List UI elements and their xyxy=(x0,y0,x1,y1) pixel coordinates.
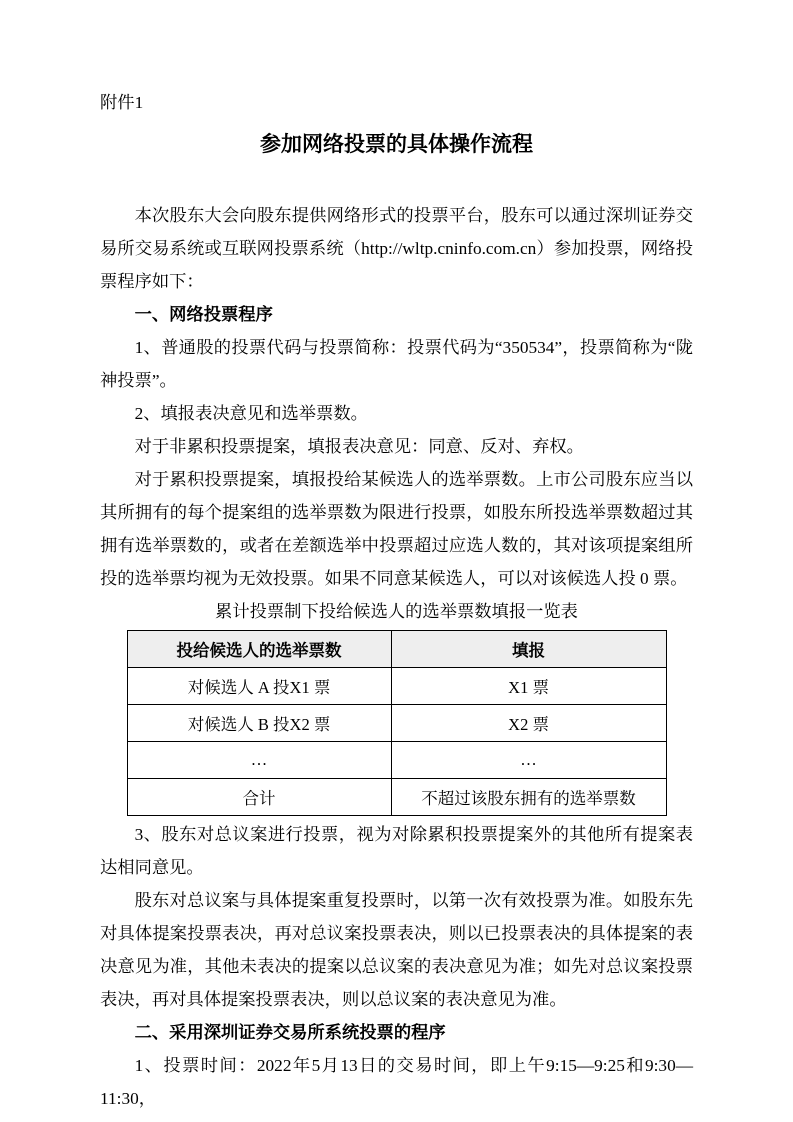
table-row xyxy=(127,668,666,705)
section-heading-1: 一、网络投票程序 xyxy=(134,305,273,324)
table-cell: 不超过该股东拥有的选举票数 xyxy=(391,779,666,816)
table-cell: … xyxy=(391,742,666,779)
attachment-label: 附件1 xyxy=(100,93,144,112)
cumulative-vote-table xyxy=(127,630,667,816)
paragraph-non-cumulative: 对于非累积投票提案，填报表决意见：同意、反对、弃权。 xyxy=(134,437,584,456)
table-caption: 累计投票制下投给候选人的选举票数填报一览表 xyxy=(215,602,578,621)
table-row xyxy=(127,742,666,779)
paragraph-general-proposal: 3、股东对总议案进行投票，视为对除累积投票提案外的其他所有提案表达相同意见。 xyxy=(100,825,693,877)
table-cell: 合计 xyxy=(127,779,391,816)
paragraph-cumulative: 对于累积投票提案，填报投给某候选人的选举票数。上市公司股东应当以其所拥有的每个提案组的选举票数为限进行投票，如股东所投选举票数超过其拥有选举票数的，或者在差额选举中投票超过应选人数的，其对该项提案组所投的选举票均视为无效投票。如果不同意某候选人，可以对该候选人投 0 票。 xyxy=(100,470,693,588)
table-header-row xyxy=(127,631,666,668)
paragraph-fill-in: 2、填报表决意见和选举票数。 xyxy=(134,404,368,423)
table-cell: 对候选人 B 投X2 票 xyxy=(127,705,391,742)
paragraph-vote-code: 1、普通股的投票代码与投票简称：投票代码为“350534”，投票简称为“陇神投票”。 xyxy=(100,338,693,390)
table-header-fill: 填报 xyxy=(391,631,666,668)
page-title: 参加网络投票的具体操作流程 xyxy=(260,132,533,156)
paragraph-intro: 本次股东大会向股东提供网络形式的投票平台，股东可以通过深圳证券交易所交易系统或互联网投票系统（http://wltp.cninfo.com.cn）参加投票，网络投票程序如下： xyxy=(100,206,693,291)
table-cell: … xyxy=(127,742,391,779)
paragraph-vote-time: 1、投票时间：2022年5月13日的交易时间，即上午9:15—9:25和9:30—11:30， xyxy=(100,1056,693,1108)
table-cell: 对候选人 A 投X1 票 xyxy=(127,668,391,705)
paragraph-duplicate-vote: 股东对总议案与具体提案重复投票时，以第一次有效投票为准。如股东先对具体提案投票表决，再对总议案投票表决，则以已投票表决的具体提案的表决意见为准，其他未表决的提案以总议案的表决意见为准；如先对总议案投票表决，再对具体提案投票表决，则以总议案的表决意见为准。 xyxy=(100,891,693,1009)
table-row xyxy=(127,705,666,742)
table-row xyxy=(127,779,666,816)
table-header-votes: 投给候选人的选举票数 xyxy=(127,631,391,668)
table-cell: X1 票 xyxy=(391,668,666,705)
table-cell: X2 票 xyxy=(391,705,666,742)
section-heading-2: 二、采用深圳证券交易所系统投票的程序 xyxy=(134,1023,446,1042)
